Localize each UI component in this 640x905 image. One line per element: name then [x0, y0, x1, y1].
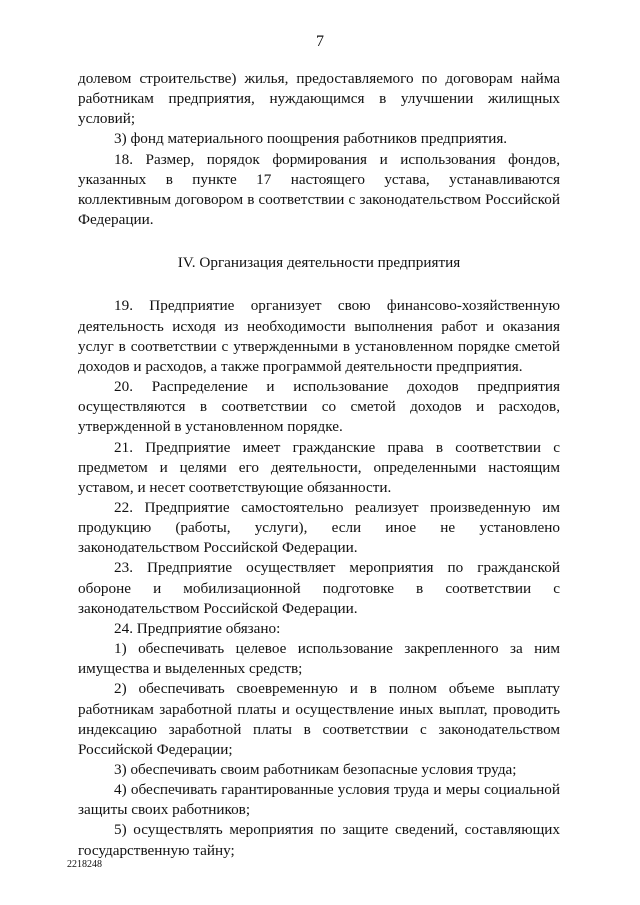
obligation-3: 3) обеспечивать своим работникам безопасные условия труда;: [114, 761, 517, 778]
paragraph-18: 18. Размер, порядок формирования и использования фондов, указанных в пункте 17 настоящего устава, устанавливаются коллективным договором в соответствии с законодательством Российской Федерации.: [78, 150, 560, 229]
paragraph-21: 21. Предприятие имеет гражданские права в соответствии с предметом и целями его деятельности, определенными настоящим уставом, и несет соответствующие обязанности.: [78, 438, 560, 496]
paragraph-22: 22. Предприятие самостоятельно реализует произведенную им продукцию (работы, услуги), если иное не установлено законодательством Российской Федерации.: [78, 498, 560, 557]
obligation-2: 2) обеспечивать своевременную и в полном объеме выплату работникам заработной платы и осуществление иных выплат, проводить индексацию заработной платы в соответствии с законодательством Российской Федерации;: [78, 680, 560, 758]
obligation-1: 1) обеспечивать целевое использование закрепленного за ним имущества и выделенных средств;: [78, 640, 560, 678]
document-code: 2218248: [67, 859, 102, 870]
section-title: IV. Организация деятельности предприятия: [177, 254, 461, 272]
paragraph-20: 20. Распределение и использование доходов предприятия осуществляются в соответствии со сметой доходов и расходов, утвержденной в установленном порядке.: [78, 378, 560, 436]
page-number: 7: [316, 33, 324, 50]
paragraph-continuation: долевом строительстве) жилья, предоставляемого по договорам найма работникам предприятия, нуждающимся в улучшении жилищных условий;: [78, 70, 560, 128]
obligation-5: 5) осуществлять мероприятия по защите сведений, составляющих государственную тайну;: [78, 821, 560, 859]
paragraph-19: 19. Предприятие организует свою финансово-хозяйственную деятельность исходя из необходимости выполнения работ и оказания услуг в соответствии с утвержденными в установленном порядке сметой доходов и расходов, а также программой деятельности предприятия.: [78, 297, 560, 375]
obligation-4: 4) обеспечивать гарантированные условия труда и меры социальной защиты своих работников;: [78, 781, 560, 819]
document-body: [78, 69, 560, 861]
paragraph-fund-3: 3) фонд материального поощрения работников предприятия.: [114, 130, 508, 148]
paragraph-23: 23. Предприятие осуществляет мероприятия по гражданской обороне и мобилизационной подготовке в соответствии с законодательством Российской Федерации.: [78, 559, 560, 617]
paragraph-24: 24. Предприятие обязано:: [114, 619, 281, 637]
